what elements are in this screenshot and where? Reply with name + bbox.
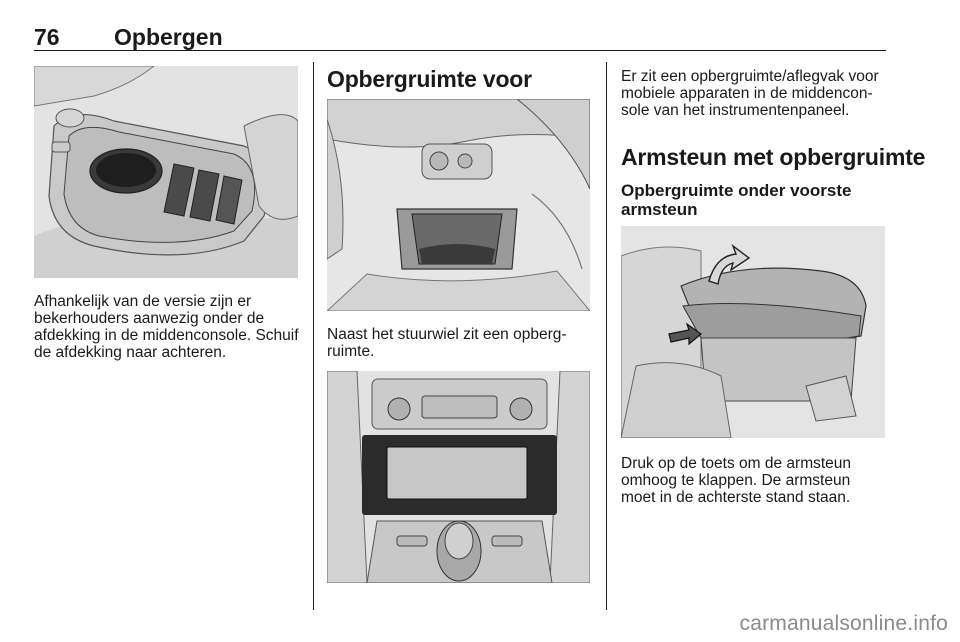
watermark: carmanualsonline.info [739, 612, 948, 635]
armrest-storage-illustration [621, 226, 885, 438]
center-console-storage-illustration [327, 371, 590, 583]
steering-wheel-storage-caption: Naast het stuurwiel zit een opbergruimte. [327, 326, 567, 360]
column-divider-1 [313, 62, 314, 610]
cup-holder-caption: Afhankelijk van de versie zijn er bekerhouders aanwezig onder de afdekking in de middenconsole. Schuif de afdekking naar achteren. [34, 293, 299, 361]
column-divider-2 [606, 62, 607, 610]
subheading-front-armrest-storage: Opbergruimte onder voorste armsteun [621, 181, 852, 219]
cup-holder-illustration [34, 66, 298, 278]
chapter-title: Opbergen [114, 24, 223, 50]
section-heading-front-storage: Opbergruimte voor [327, 66, 532, 92]
section-heading-armrest-storage: Armsteun met opbergruimte [621, 144, 926, 170]
armrest-storage-caption: Druk op de toets om de armsteun omhoog te klappen. De armsteun moet in de achterste stand staan. [621, 455, 852, 506]
header-divider [34, 50, 886, 51]
page-number: 76 [34, 24, 60, 50]
steering-wheel-storage-illustration [327, 99, 590, 311]
page-header [34, 24, 886, 52]
mobile-device-storage-text: Er zit een opbergruimte/aflegvak voor mobiele apparaten in de middenconsole van het instrumentenpaneel. [621, 68, 879, 119]
